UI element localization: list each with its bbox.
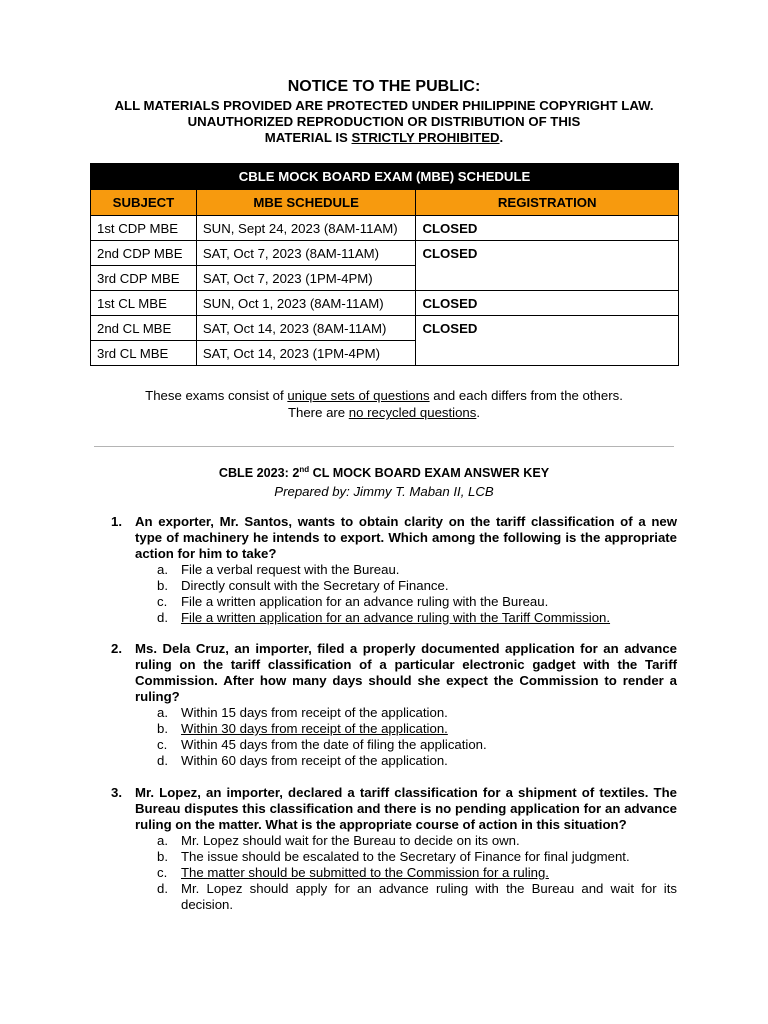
- note-emphasis: unique sets of questions: [287, 388, 430, 403]
- choice-text: The issue should be escalated to the Secretary of Finance for final judgment.: [181, 849, 630, 864]
- choice-item: [111, 562, 677, 578]
- question-item: [111, 514, 677, 626]
- table-row: [91, 216, 679, 241]
- notice-line-suffix: .: [499, 130, 504, 145]
- title-superscript: nd: [299, 464, 310, 474]
- choice-letter: c.: [157, 594, 168, 609]
- choice-list: [111, 705, 677, 769]
- choice-item: [111, 721, 677, 737]
- question-number: 2.: [111, 641, 122, 656]
- table-row: [91, 241, 679, 266]
- choice-text: Within 30 days from receipt of the application.: [181, 721, 448, 736]
- choice-item: [111, 705, 677, 721]
- choice-item: [111, 833, 677, 849]
- notice-line: ALL MATERIALS PROVIDED ARE PROTECTED UNDER PHILIPPINE COPYRIGHT LAW.: [114, 98, 654, 113]
- choice-item: [111, 881, 677, 913]
- registration-status: CLOSED: [416, 241, 679, 291]
- registration-status: CLOSED: [416, 316, 679, 366]
- choice-text: File a written application for an advance ruling with the Bureau.: [181, 594, 549, 609]
- schedule-title: CBLE MOCK BOARD EXAM (MBE) SCHEDULE: [91, 164, 679, 190]
- choice-letter: b.: [157, 721, 168, 736]
- choice-item: [111, 753, 677, 769]
- registration-status: CLOSED: [416, 216, 679, 241]
- choice-item: [111, 865, 677, 881]
- section-divider: [94, 446, 674, 447]
- table-row: [91, 291, 679, 316]
- note-text: These exams consist of: [145, 388, 288, 403]
- choice-list: [111, 562, 677, 626]
- exam-note-line: [0, 387, 768, 404]
- notice-line: UNAUTHORIZED REPRODUCTION OR DISTRIBUTION OF THIS: [187, 114, 581, 129]
- column-header-registration: REGISTRATION: [416, 190, 679, 216]
- notice-emphasis: STRICTLY PROHIBITED: [351, 130, 500, 145]
- subject-cell: 2nd CL MBE: [91, 316, 197, 341]
- choice-letter: d.: [157, 753, 168, 768]
- schedule-cell: SUN, Sept 24, 2023 (8AM-11AM): [196, 216, 416, 241]
- subject-cell: 3rd CDP MBE: [91, 266, 197, 291]
- choice-text: Within 60 days from receipt of the application.: [181, 753, 448, 768]
- choice-item: [111, 737, 677, 753]
- note-text: There are: [287, 405, 349, 420]
- subject-cell: 2nd CDP MBE: [91, 241, 197, 266]
- exam-note: [0, 387, 768, 421]
- choice-text: File a verbal request with the Bureau.: [181, 562, 400, 577]
- answer-key-title: [0, 466, 768, 480]
- schedule-table: [90, 163, 679, 366]
- prepared-by: Prepared by: Jimmy T. Maban II, LCB: [274, 484, 494, 499]
- notice-title: NOTICE TO THE PUBLIC:: [287, 78, 481, 95]
- choice-text: Mr. Lopez should wait for the Bureau to decide on its own.: [181, 833, 520, 848]
- question-number: 3.: [111, 785, 122, 800]
- choice-item: [111, 594, 677, 610]
- choice-text: Within 45 days from the date of filing the application.: [181, 737, 487, 752]
- notice-line-prefix: MATERIAL IS: [264, 130, 352, 145]
- choice-text: File a written application for an advance ruling with the Tariff Commission.: [181, 610, 611, 625]
- notice-line: [0, 130, 768, 146]
- table-row: [91, 316, 679, 341]
- choice-item: [111, 849, 677, 865]
- schedule-cell: SAT, Oct 14, 2023 (8AM-11AM): [196, 316, 416, 341]
- question-number: 1.: [111, 514, 122, 529]
- schedule-cell: SUN, Oct 1, 2023 (8AM-11AM): [196, 291, 416, 316]
- title-text: CL MOCK BOARD EXAM ANSWER KEY: [309, 466, 550, 480]
- question-text: Ms. Dela Cruz, an importer, filed a properly documented application for an advance ruling on the tariff classification of a particular electronic gadget with the Tariff Commission. After how many days should she expect the Commission to render a ruling?: [135, 641, 677, 704]
- choice-letter: a.: [157, 562, 168, 577]
- choice-letter: a.: [157, 833, 168, 848]
- subject-cell: 3rd CL MBE: [91, 341, 197, 366]
- note-emphasis: no recycled questions: [348, 405, 477, 420]
- choice-item: [111, 610, 677, 626]
- subject-cell: 1st CDP MBE: [91, 216, 197, 241]
- question-item: [111, 641, 677, 769]
- note-text: .: [476, 405, 481, 420]
- note-text: and each differs from the others.: [429, 388, 623, 403]
- question-text: Mr. Lopez, an importer, declared a tariff classification for a shipment of textiles. The Bureau disputes this classification and there is no pending application for an advance ruling on the matter. What is the appropriate course of action in this situation?: [135, 785, 677, 832]
- question-text: An exporter, Mr. Santos, wants to obtain clarity on the tariff classification of a new type of machinery he intends to export. Which among the following is the appropriate action for him to take?: [135, 514, 677, 561]
- choice-letter: d.: [157, 610, 168, 625]
- question-item: [111, 785, 677, 913]
- choice-letter: d.: [157, 881, 168, 896]
- choice-text: Directly consult with the Secretary of Finance.: [181, 578, 449, 593]
- choice-letter: a.: [157, 705, 168, 720]
- choice-text: Within 15 days from receipt of the application.: [181, 705, 448, 720]
- schedule-cell: SAT, Oct 14, 2023 (1PM-4PM): [196, 341, 416, 366]
- title-text: CBLE 2023: 2: [218, 466, 300, 480]
- choice-letter: c.: [157, 865, 168, 880]
- choice-letter: c.: [157, 737, 168, 752]
- column-header-schedule: MBE SCHEDULE: [196, 190, 416, 216]
- choice-letter: b.: [157, 578, 168, 593]
- choice-letter: b.: [157, 849, 168, 864]
- subject-cell: 1st CL MBE: [91, 291, 197, 316]
- schedule-cell: SAT, Oct 7, 2023 (1PM-4PM): [196, 266, 416, 291]
- registration-status: CLOSED: [416, 291, 679, 316]
- column-header-subject: SUBJECT: [91, 190, 197, 216]
- choice-text: Mr. Lopez should apply for an advance ruling with the Bureau and wait for its decision.: [181, 881, 677, 912]
- choice-list: [111, 833, 677, 913]
- choice-text: The matter should be submitted to the Commission for a ruling.: [181, 865, 549, 880]
- exam-note-line: [0, 404, 768, 421]
- copyright-notice: [0, 98, 768, 146]
- choice-item: [111, 578, 677, 594]
- schedule-cell: SAT, Oct 7, 2023 (8AM-11AM): [196, 241, 416, 266]
